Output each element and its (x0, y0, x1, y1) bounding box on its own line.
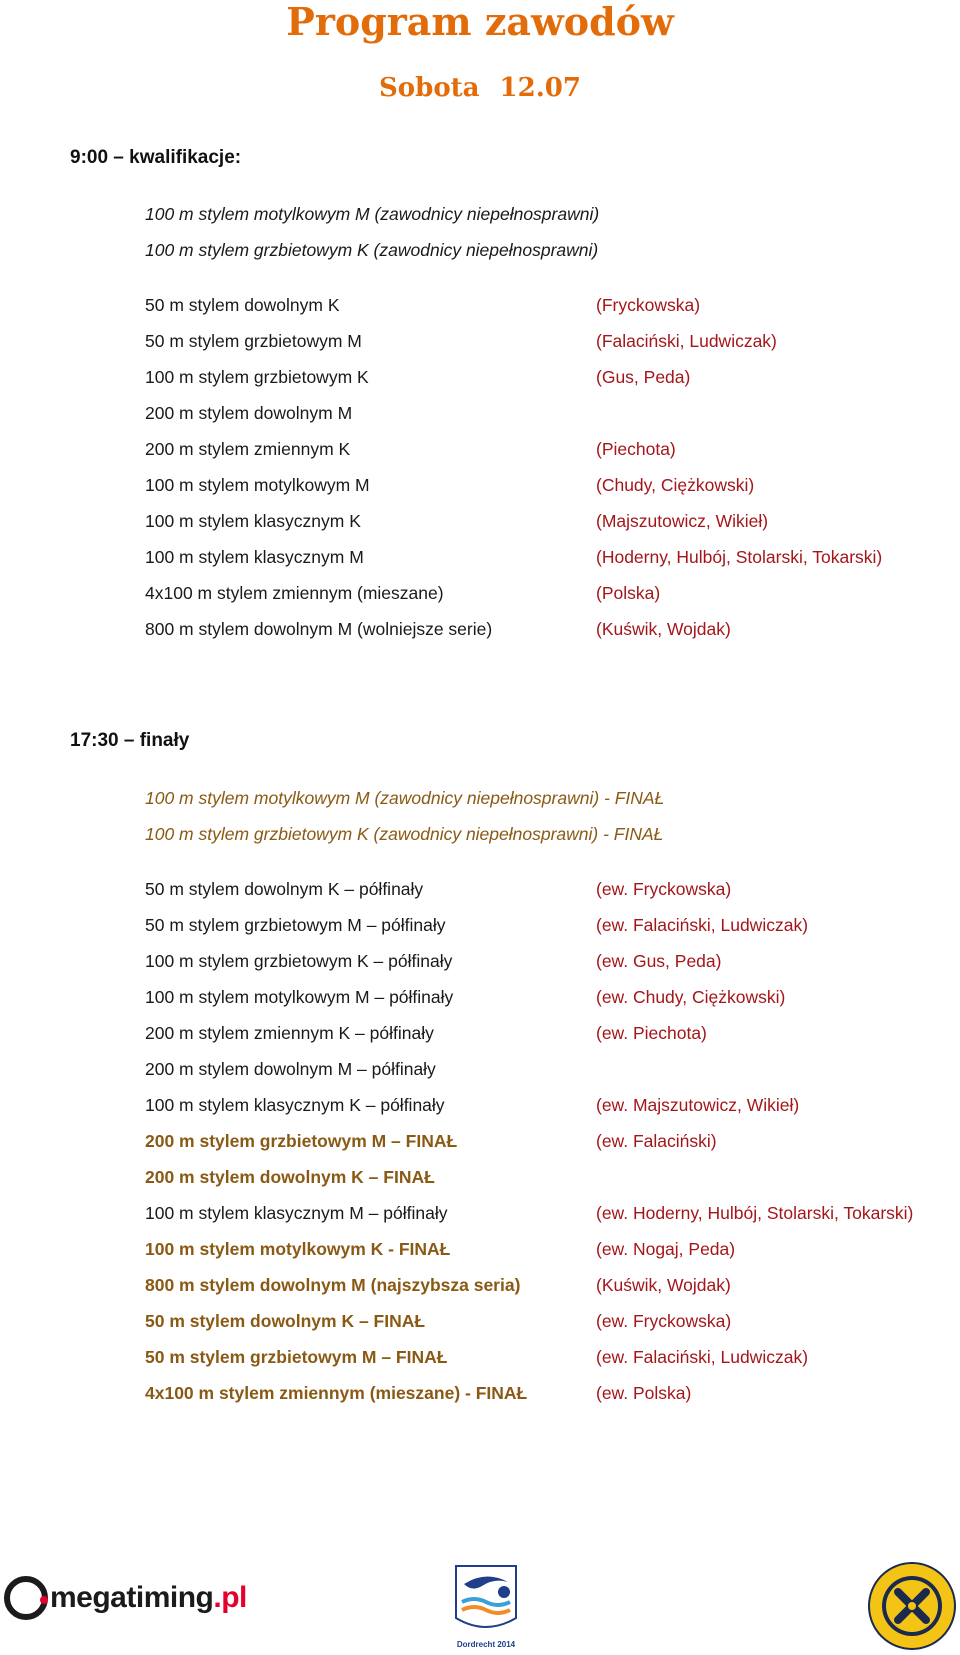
event-name: 50 m stylem grzbietowym M – półfinały (145, 915, 446, 935)
event-name: 100 m stylem motylkowym M (145, 475, 370, 495)
event-name: 50 m stylem dowolnym K (145, 295, 340, 315)
megatiming-name: megatiming (50, 1581, 214, 1614)
event-name: 100 m stylem klasycznym M (145, 547, 364, 567)
final-event-name: 200 m stylem grzbietowym M – FINAŁ (145, 1131, 458, 1151)
event-note: (ew. Chudy, Ciężkowski) (596, 987, 786, 1007)
event-name: 4x100 m stylem zmiennym (mieszane) (145, 583, 444, 603)
dordrecht-logo (446, 1562, 526, 1650)
event-note: (Hoderny, Hulbój, Stolarski, Tokarski) (596, 547, 883, 567)
paralympic-final: 100 m stylem grzbietowym K (zawodnicy niepełnosprawni) - FINAŁ (145, 824, 664, 844)
event-note: (ew. Majszutowicz, Wikieł) (596, 1095, 800, 1115)
event-note: (Falaciński, Ludwiczak) (596, 331, 777, 351)
section-heading-qualifications: 9:00 – kwalifikacje: (70, 147, 242, 168)
event-name: 200 m stylem zmiennym K – półfinały (145, 1023, 434, 1043)
event-note: (ew. Fryckowska) (596, 879, 732, 899)
event-note: (ew. Falaciński, Ludwiczak) (596, 915, 809, 935)
event-note: (ew. Gus, Peda) (596, 951, 722, 971)
event-name: 200 m stylem dowolnym M (145, 403, 353, 423)
event-note: (ew. Polska) (596, 1383, 692, 1403)
event-name: 50 m stylem grzbietowym M (145, 331, 362, 351)
event-note: (ew. Fryckowska) (596, 1311, 732, 1331)
event-name: 200 m stylem zmiennym K (145, 439, 351, 459)
final-event-name: 50 m stylem grzbietowym M – FINAŁ (145, 1347, 448, 1367)
event-note: (ew. Nogaj, Peda) (596, 1239, 736, 1259)
megatiming-suffix: .pl (213, 1581, 247, 1614)
subtitle-date: 12.07 (499, 73, 581, 103)
event-note: (Majszutowicz, Wikieł) (596, 511, 769, 531)
final-event-name: 200 m stylem dowolnym K – FINAŁ (145, 1167, 435, 1187)
final-event-name: 800 m stylem dowolnym M (najszybsza seria) (145, 1275, 521, 1295)
subtitle-day: Sobota (379, 73, 480, 103)
final-event-name: 4x100 m stylem zmiennym (mieszane) - FINAŁ (145, 1383, 528, 1403)
event-note: (ew. Falaciński, Ludwiczak) (596, 1347, 809, 1367)
event-name: 100 m stylem klasycznym M – półfinały (145, 1203, 448, 1223)
event-note: (Piechota) (596, 439, 676, 459)
paralympic-event: 100 m stylem grzbietowym K (zawodnicy niepełnosprawni) (145, 240, 599, 260)
event-name: 100 m stylem klasycznym K – półfinały (145, 1095, 445, 1115)
section-heading-finals: 17:30 – finały (70, 730, 190, 751)
event-note: (ew. Falaciński) (596, 1131, 717, 1151)
event-note: (Gus, Peda) (596, 367, 691, 387)
event-name: 200 m stylem dowolnym M – półfinały (145, 1059, 436, 1079)
event-note: (ew. Hoderny, Hulbój, Stolarski, Tokarski) (596, 1203, 914, 1223)
federation-seal-icon (868, 1562, 956, 1650)
paralympic-event: 100 m stylem motylkowym M (zawodnicy niepełnosprawni) (145, 204, 600, 224)
final-event-name: 50 m stylem dowolnym K – FINAŁ (145, 1311, 426, 1331)
event-name: 800 m stylem dowolnym M (wolniejsze serie) (145, 619, 493, 639)
event-note: (Kuświk, Wojdak) (596, 619, 731, 639)
swimmer-icon (446, 1562, 526, 1638)
event-note: (Fryckowska) (596, 295, 701, 315)
event-note: (Chudy, Ciężkowski) (596, 475, 755, 495)
dordrecht-caption: Dordrecht 2014 (456, 1640, 516, 1649)
event-name: 100 m stylem motylkowym M – półfinały (145, 987, 454, 1007)
event-note: (ew. Piechota) (596, 1023, 707, 1043)
event-name: 100 m stylem klasycznym K (145, 511, 361, 531)
event-note: (Kuświk, Wojdak) (596, 1275, 731, 1295)
polish-swimming-federation-seal (868, 1562, 956, 1650)
event-name: 100 m stylem grzbietowym K – półfinały (145, 951, 453, 971)
final-event-name: 100 m stylem motylkowym K - FINAŁ (145, 1239, 451, 1259)
page-title: Program zawodów (286, 0, 674, 44)
megatiming-o-icon (4, 1576, 48, 1620)
page-subtitle (0, 72, 960, 104)
event-note: (Polska) (596, 583, 661, 603)
event-name: 100 m stylem grzbietowym K (145, 367, 369, 387)
paralympic-final: 100 m stylem motylkowym M (zawodnicy niepełnosprawni) - FINAŁ (145, 788, 665, 808)
megatiming-logo (0, 1572, 247, 1632)
event-name: 50 m stylem dowolnym K – półfinały (145, 879, 424, 899)
